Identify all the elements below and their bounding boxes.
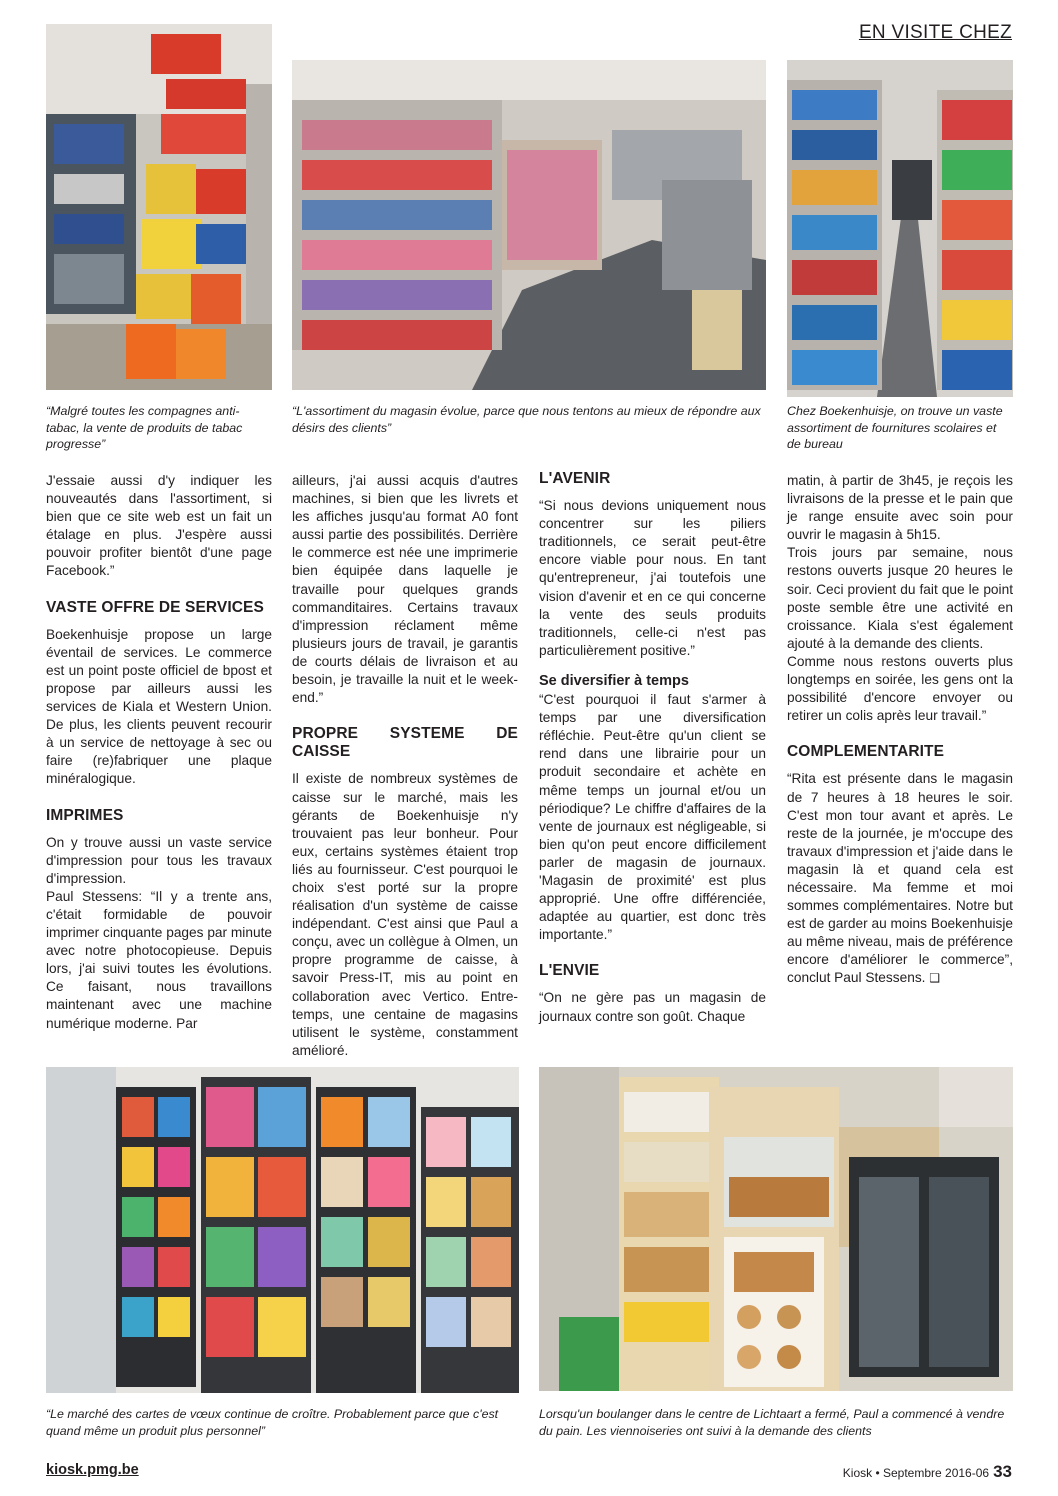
paragraph-text: “Rita est présente dans le magasin de 7 heures à 18 heures le soir. C'est mon tour avant et après. Le reste de la journée, je m'occupe des travaux d'impression et j'aide dans le magasin là et quand cela est nécessaire. Ma femme et moi sommes complémentaires. Notre but est de garder au moins Boekenhuisje au même niveau, mais de préférence encore d'améliorer le commerce”, conclut Paul Stessens. (787, 771, 1013, 986)
caption-bakery: Lorsqu'un boulanger dans le centre de Lichtaart a fermé, Paul a commencé à vendre du pain. Les viennoiseries ont suivi à la demande des clients (539, 1407, 1005, 1438)
caption-tobacco: “Malgré toutes les compagnes anti-tabac, la vente de produits de tabac progresse” (46, 404, 243, 452)
paragraph: matin, à partir de 3h45, je reçois les livraisons de la presse et le pain que je range ensuite avec soin pour ouvrir le magasin à 5h15. (787, 473, 1013, 543)
issue-label: Kiosk • Septembre 2016-06 (842, 1466, 990, 1480)
paragraph: “On ne gère pas un magasin de journaux contre son goût. Chaque (539, 990, 766, 1024)
section-title: EN VISITE CHEZ (858, 22, 1012, 43)
paragraph: Trois jours par semaine, nous restons ouverts jusque 20 heures le soir. Ceci provient du fait que le point poste semble être une activité en croissance. Kiala s'est également ajouté à la demande des clients. (787, 545, 1013, 651)
paragraph: Paul Stessens: “Il y a trente ans, c'était formidable de pouvoir imprimer cinquante pages par minute avec notre photocopieuse. Depuis lors, j'ai suivi toutes les évolutions. Ce faisant, nous travaillons maintenant avec une machine numérique moderne. Par (46, 888, 272, 1031)
heading-services: VASTE OFFRE DE SERVICES (46, 598, 264, 616)
caption-store: “L'assortiment du magasin évolue, parce que nous tentons au mieux de répondre aux désirs des clients” (292, 404, 761, 435)
paragraph: On y trouve aussi un vaste service d'impression pour tous les travaux d'impression. (46, 834, 272, 886)
website-link[interactable]: kiosk.pmg.be (46, 1462, 139, 1478)
caption-cards: “Le marché des cartes de vœux continue de croître. Probablement parce que c'est quand même un produit plus personnel” (46, 1407, 499, 1438)
paragraph: ailleurs, j'ai aussi acquis d'autres machines, si bien que les livrets et les affiches jusqu'au format A0 font aussi partie des possibilités. Derrière le commerce est née une imprimerie bien équipée dans laquelle je travaille pour quelques grands commanditaires. Certains travaux d'impression réclament même plusieurs jours de travail, je garantis de courts délais de livraison et au besoin, je travaille la nuit et le week-end.” (292, 473, 518, 706)
paragraph: Il existe de nombreux systèmes de caisse sur le marché, mais les gérants de Boekenhuisje n'y trouvaient pas leur bonheur. Pour eux, certains systèmes étaient trop liés au fournisseur. C'est pourquoi le choix s'est porté sur la propre réalisation d'un système de caisse indépendant. C'est ainsi que Paul a conçu, avec un collègue à Olmen, un propre programme de caisse, à savoir Press-IT, mis au point en collaboration avec Vertico. Entre-temps, une centaine de magasins utilisent le système, constamment amélioré. (292, 771, 518, 1058)
page-number: 33 (993, 1462, 1012, 1481)
heading-complementarite: COMPLEMENTARITE (787, 743, 945, 761)
page-footer (843, 1462, 1012, 1482)
photo-store-interior (292, 60, 766, 390)
article-column-1 (46, 472, 272, 1033)
caption-school: Chez Boekenhuisje, on trouve un vaste assortiment de fournitures scolaires et de bureau (787, 404, 1003, 452)
paragraph (787, 770, 1013, 987)
heading-caisse: PROPRE SYSTEME DE CAISSE (292, 725, 518, 761)
paragraph: “C'est pourquoi il faut s'armer à temps par une diversification réfléchie. Peut-être qu'un client se rend dans une librairie pour un produit secondaire et achète en même temps un journal et/ou un périodique? Le chiffre d'affaires de la vente de journaux est négligeable, si bien qu'on peut encore difficilement parler de magasin de journaux. 'Magasin de proximité' est plus approprié. Une offre différenciée, adaptée au quartier, est donc très importante.” (539, 692, 766, 943)
heading-envie: L'ENVIE (539, 962, 600, 980)
subheading-diversifier: Se diversifier à temps (539, 672, 689, 689)
end-mark-icon: ❑ (929, 971, 941, 986)
heading-avenir: L'AVENIR (539, 470, 611, 487)
article-column-3 (539, 470, 766, 1026)
photo-tobacco-display (46, 24, 272, 390)
paragraph: Comme nous restons ouverts plus longtemps en soirée, les gens ont la possibilité d'encore envoyer ou retirer un colis après leur travail.” (787, 653, 1013, 724)
paragraph: “Si nous devions uniquement nous concentrer sur les piliers traditionnels, ce serait peut-être encore viable pour nous. En tant qu'entrepreneur, j'ai toutefois une vision d'avenir et en ce qui concerne la vente des seuls produits traditionnels, celle-ci n'est pas particulièrement positive.” (539, 498, 766, 658)
paragraph: J'essaie aussi d'y indiquer les nouveautés dans l'assortiment, si bien que ce site web est un fait un étalage en plus. J'espère aussi pouvoir profiter bientôt d'une page Facebook.” (46, 473, 272, 579)
article-column-2 (292, 472, 518, 1060)
article-column-4 (787, 472, 1013, 988)
paragraph: Boekenhuisje propose un large éventail de services. Le commerce est un point poste officiel de bpost et propose par ailleurs aussi les services de Kiala et Western Union. De plus, les clients peuvent recourir à un service de nettoyage à sec ou faire (re)fabriquer une plaque minéralogique. (46, 626, 272, 787)
photo-bakery-counter (539, 1067, 1013, 1391)
heading-imprimes: IMPRIMES (46, 806, 124, 824)
photo-greeting-cards (46, 1067, 519, 1393)
photo-school-supplies (787, 60, 1013, 397)
